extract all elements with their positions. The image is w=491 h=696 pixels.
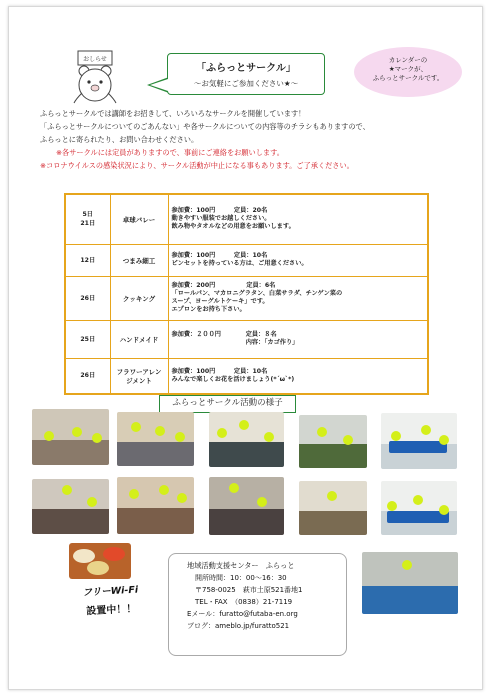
- table-row: [65, 358, 428, 394]
- row-circle-name: 卓球バレー: [110, 194, 168, 244]
- page-subtitle: ～お気軽にご参加ください★～: [193, 79, 299, 88]
- activity-photo: [209, 477, 284, 535]
- activity-section-label: ふらっとサークル活動の様子: [159, 395, 296, 413]
- row-circle-name: つまみ細工: [110, 244, 168, 276]
- activity-photo: [362, 552, 458, 614]
- row-date: 26日: [65, 358, 110, 394]
- tel-fax: TEL・FAX （0838）21-7119: [195, 598, 293, 606]
- free-wifi-notice: [68, 581, 154, 627]
- covid-notice: ※コロナウイルスの感染状況により、サークル活動が中止になる事もあります。ご了承ください。: [40, 161, 354, 170]
- row-date: 5日 21日: [65, 194, 110, 244]
- row-circle-name: ハンドメイド: [110, 320, 168, 358]
- activity-photo: [209, 412, 284, 467]
- activity-photo: [117, 412, 194, 466]
- activity-photo: [299, 481, 367, 535]
- activity-photo: [299, 415, 367, 468]
- activity-photo: [32, 409, 109, 465]
- address: 〒758-0025 萩市土原521番地1: [195, 586, 303, 594]
- table-row: [65, 276, 428, 320]
- intro-text: [40, 107, 480, 172]
- table-row: [65, 244, 428, 276]
- center-name: 地域活動支援センター ふらっと: [187, 561, 295, 570]
- circle-schedule-table: [64, 193, 429, 395]
- row-details: 参加費：200円 定員：6名 「ロールパン、マカロニグラタン、白菜サラダ、チンゲン菜の スープ、ヨーグルトケーキ」です。 エプロンをお持ち下さい。: [168, 276, 428, 320]
- intro-line-1: ふらっとサークルでは講師をお招きして、いろいろなサークルを開催しています！: [40, 109, 306, 118]
- email-address[interactable]: Eメール：furatto@futaba-en.org: [187, 610, 298, 618]
- page-title: 「ふらっとサークル」: [196, 63, 296, 74]
- row-date: 25日: [65, 320, 110, 358]
- row-details: 参加費：100円 定員：10名 ピンセットを持っている方は、ご用意ください。: [168, 244, 428, 276]
- activity-photo: [117, 477, 194, 534]
- row-details: 参加費：100円 定員：10名 みんなで楽しくお花を活けましょう(*´ω`*): [168, 358, 428, 394]
- blog-link[interactable]: ブログ：ameblo.jp/furatto521: [187, 622, 290, 630]
- activity-photo: [32, 479, 109, 534]
- activity-photo: [381, 413, 457, 469]
- row-date: 26日: [65, 276, 110, 320]
- row-date: 12日: [65, 244, 110, 276]
- callout-line-1: カレンダーの: [388, 56, 428, 64]
- calendar-callout: [354, 47, 462, 97]
- flyer-page: [8, 6, 483, 690]
- table-row: [65, 320, 428, 358]
- capacity-notice: ※各サークルには定員がありますので、事前にご連絡をお願いします。: [56, 148, 284, 157]
- mascot-bear-illustration: [64, 47, 124, 107]
- opening-hours: 開所時間：10：00～16：30: [195, 574, 287, 582]
- row-circle-name: フラワーアレン ジメント: [110, 358, 168, 394]
- intro-line-2: 「ふらっとサークルについてのごあんない」や各サークルについての内容等のチラシもありますので、: [40, 122, 370, 131]
- title-bubble-tail-inner: [150, 79, 168, 91]
- table-row: [65, 194, 428, 244]
- wifi-line-2: 設置中！！: [86, 603, 137, 618]
- contact-info-box: [168, 553, 347, 656]
- wifi-line-1: フリーWi-Fi: [82, 584, 139, 599]
- row-circle-name: クッキング: [110, 276, 168, 320]
- row-details: 参加費：100円 定員：20名 動きやすい服装でお越しください。 飲み物やタオルなどの用意をお願いします。: [168, 194, 428, 244]
- callout-line-3: ふらっとサークルです。: [372, 74, 444, 82]
- mascot-sign-text: おしらせ: [83, 56, 107, 63]
- callout-line-2: ★マークが、: [388, 65, 428, 73]
- activity-photo: [381, 481, 457, 535]
- row-details: 参加費：２００円 定員：８名 内容：「カゴ作り」: [168, 320, 428, 358]
- title-bubble: [167, 53, 325, 95]
- intro-line-3: ふらっとに寄られたり、お問い合わせください。: [40, 135, 199, 144]
- food-photo: [69, 543, 131, 579]
